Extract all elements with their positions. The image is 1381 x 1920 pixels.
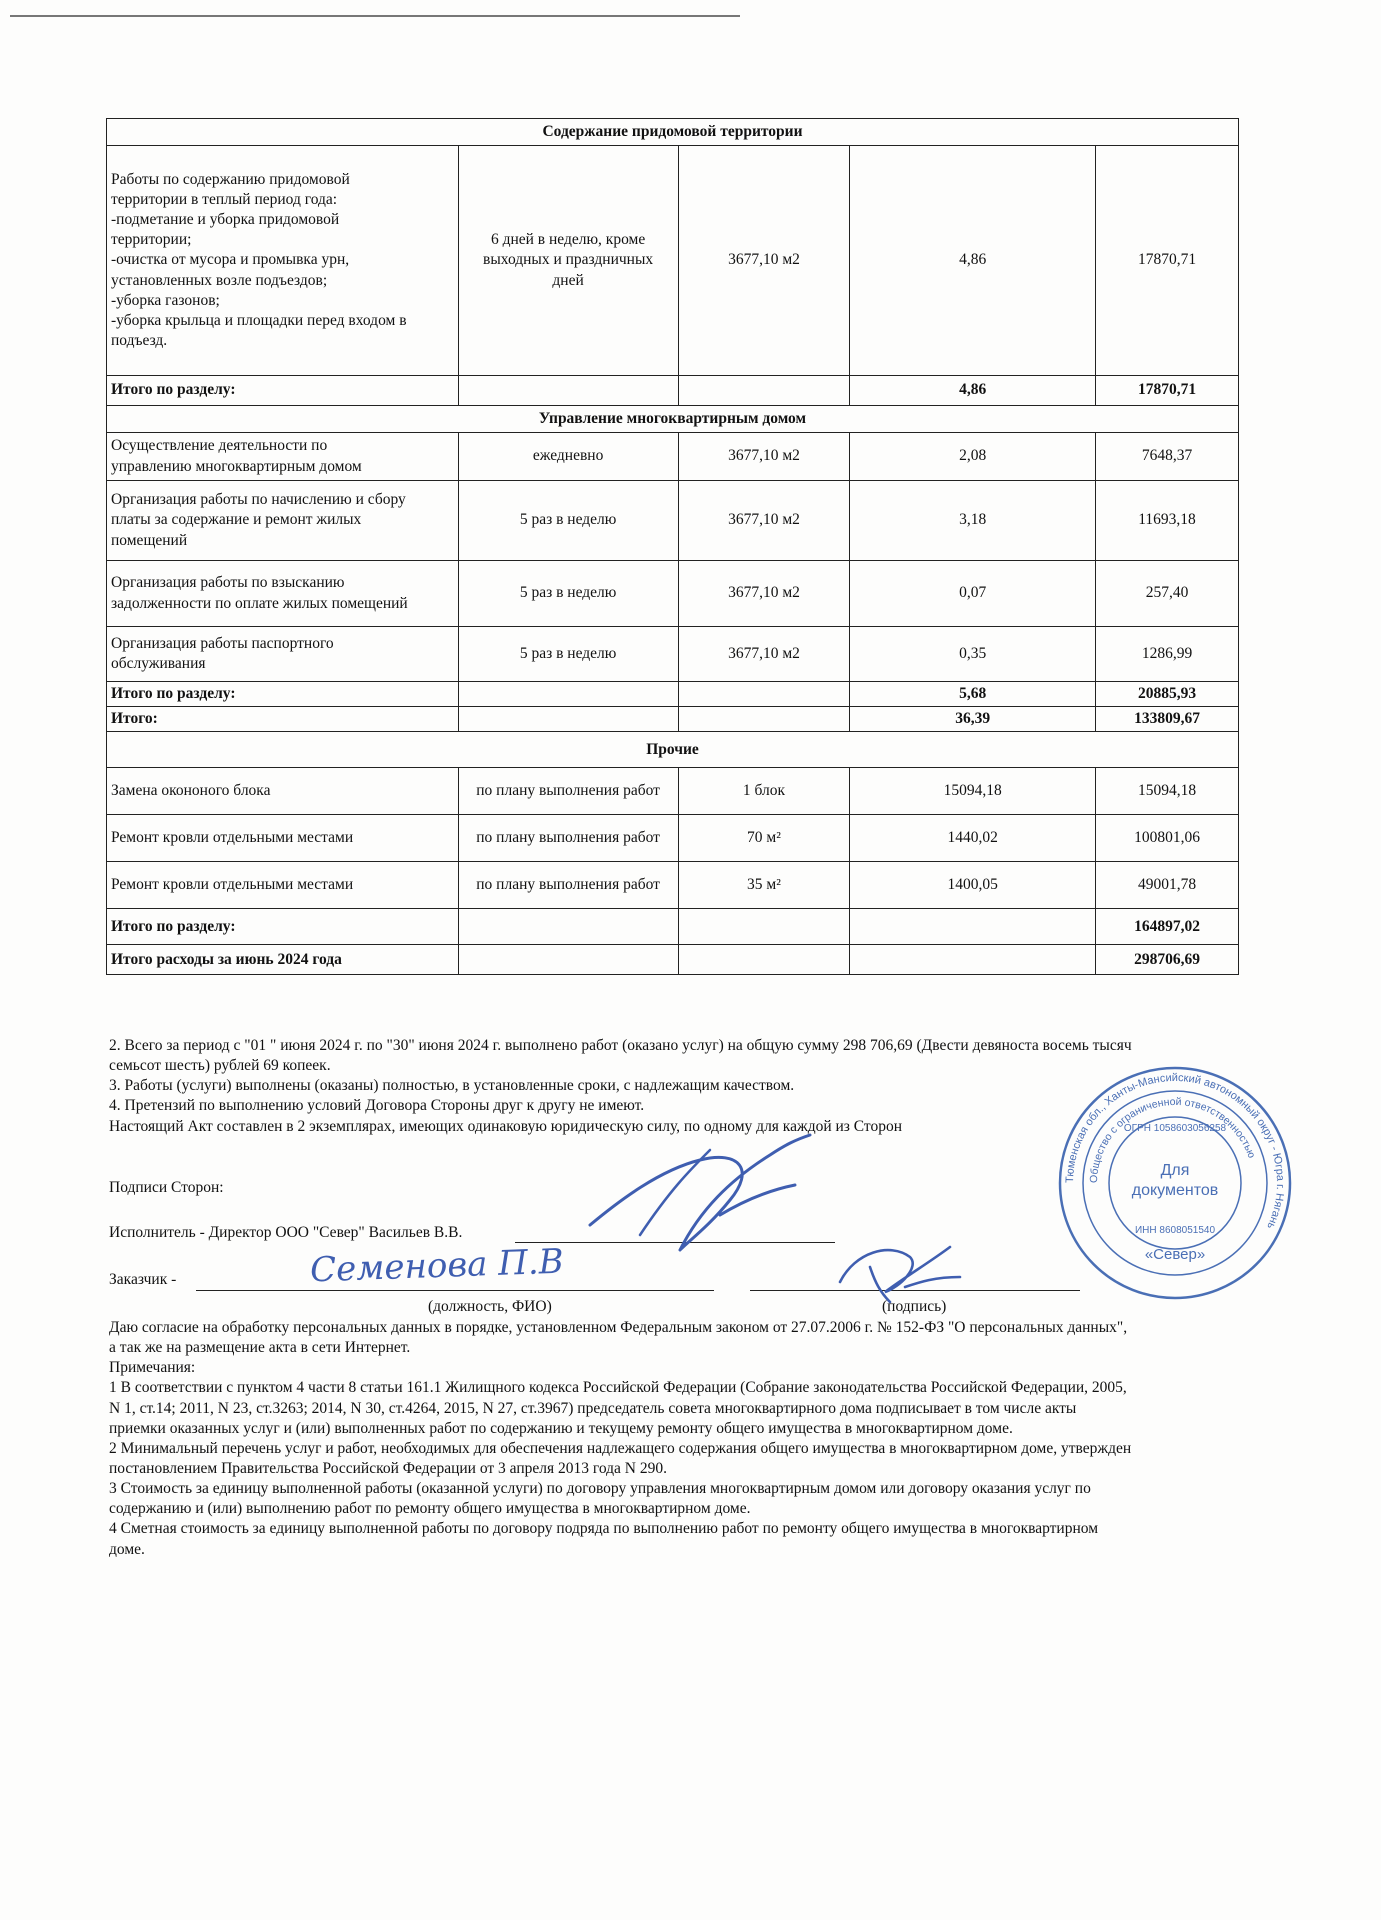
stamp-inner-text: Общество с ограниченной ответственностью bbox=[1087, 1095, 1258, 1184]
price-cell: 3,18 bbox=[850, 481, 1096, 561]
work-name-line: задолженности по оплате жилых помещений bbox=[111, 594, 408, 612]
note-1-line-2: N 1, ст.14; 2011, N 23, ст.3263; 2014, N 30, ст.4264, 2015, N 27, ст.3967) председатель совета многоквартирного дома подписывает в том числе акты bbox=[109, 1399, 1077, 1417]
work-name-cell: Ремонт кровли отдельными местами bbox=[107, 815, 459, 862]
subtotal-label: Итого по разделу: bbox=[107, 909, 459, 945]
table-row bbox=[107, 433, 1239, 481]
work-name-cell bbox=[107, 561, 459, 627]
quantity-cell: 70 м² bbox=[678, 815, 850, 862]
empty-cell bbox=[678, 707, 850, 732]
work-name-line: обслуживания bbox=[111, 655, 206, 672]
section-header-row bbox=[107, 119, 1239, 146]
sum-cell: 17870,71 bbox=[1096, 146, 1239, 376]
subtotal-row bbox=[107, 909, 1239, 945]
paragraph-4: 4. Претензий по выполнению условий Договора Стороны друг к другу не имеют. bbox=[109, 1097, 645, 1115]
quantity-cell: 1 блок bbox=[678, 768, 850, 815]
subtotal-sum: 17870,71 bbox=[1096, 376, 1239, 406]
frequency-cell: по плану выполнения работ bbox=[458, 862, 678, 909]
empty-cell bbox=[678, 376, 850, 406]
handwritten-customer-name: Семенова П.В bbox=[309, 1241, 565, 1291]
subtotal-label: Итого по разделу: bbox=[107, 682, 459, 707]
table-row bbox=[107, 146, 1239, 376]
stamp-ring-text: Тюменская обл., Ханты-Мансийский автономный округ - Югра г. Нягань bbox=[1063, 1071, 1287, 1231]
frequency-cell: по плану выполнения работ bbox=[458, 815, 678, 862]
price-cell: 1400,05 bbox=[850, 862, 1096, 909]
work-name-cell bbox=[107, 627, 459, 682]
section-header-row bbox=[107, 406, 1239, 433]
sum-cell: 49001,78 bbox=[1096, 862, 1239, 909]
subtotal-row bbox=[107, 376, 1239, 406]
empty-cell bbox=[678, 945, 850, 975]
executor-signature bbox=[580, 1130, 840, 1270]
sum-cell: 257,40 bbox=[1096, 561, 1239, 627]
price-cell: 1440,02 bbox=[850, 815, 1096, 862]
sum-cell: 15094,18 bbox=[1096, 768, 1239, 815]
work-name-cell bbox=[107, 481, 459, 561]
work-name-line: Организация работы по взысканию bbox=[111, 574, 345, 592]
company-stamp bbox=[1055, 1063, 1295, 1303]
work-name-line: подъезд. bbox=[111, 331, 168, 349]
table-row bbox=[107, 481, 1239, 561]
work-name-line: Работы по содержанию придомовой bbox=[111, 170, 350, 188]
frequency-line: 6 дней в неделю, кроме bbox=[490, 231, 646, 249]
section-title: Содержание придомовой территории bbox=[107, 119, 1239, 146]
quantity-cell: 35 м² bbox=[678, 862, 850, 909]
work-name-cell bbox=[107, 433, 459, 481]
total-row bbox=[107, 707, 1239, 732]
top-edge-line bbox=[10, 15, 740, 17]
paragraph-2-line-2: семьсот шесть) рублей 69 копеек. bbox=[109, 1057, 331, 1075]
grand-total-row bbox=[107, 945, 1239, 975]
sum-cell: 7648,37 bbox=[1096, 433, 1239, 481]
quantity-cell: 3677,10 м2 bbox=[678, 146, 850, 376]
consent-line-2: а так же на размещение акта в сети Интернет. bbox=[109, 1339, 411, 1357]
customer-label: Заказчик - bbox=[109, 1271, 177, 1288]
frequency-cell: 5 раз в неделю bbox=[458, 481, 678, 561]
quantity-cell: 3677,10 м2 bbox=[678, 433, 850, 481]
table-row bbox=[107, 815, 1239, 862]
section-title: Прочие bbox=[107, 732, 1239, 768]
empty-cell bbox=[458, 707, 678, 732]
executor-label: Исполнитель - Директор ООО "Север" Васильев В.В. bbox=[109, 1224, 463, 1241]
quantity-cell: 3677,10 м2 bbox=[678, 561, 850, 627]
work-name-line: установленных возле подъездов; bbox=[111, 271, 328, 289]
sum-cell: 11693,18 bbox=[1096, 481, 1239, 561]
table-row bbox=[107, 768, 1239, 815]
section-title: Управление многоквартирным домом bbox=[107, 406, 1239, 433]
table-row bbox=[107, 862, 1239, 909]
grand-total-label: Итого расходы за июнь 2024 года bbox=[107, 945, 459, 975]
empty-cell bbox=[850, 945, 1096, 975]
subtotal-sum: 164897,02 bbox=[1096, 909, 1239, 945]
note-2-line-2: постановлением Правительства Российской Федерации от 3 апреля 2013 года N 290. bbox=[109, 1459, 667, 1477]
grand-total-sum: 298706,69 bbox=[1096, 945, 1239, 975]
subtotal-row bbox=[107, 682, 1239, 707]
note-1-line-1: 1 В соответствии с пунктом 4 части 8 статьи 161.1 Жилищного кодекса Российской Федерации (Собрание законодательства Российской Федерации, 2005, bbox=[109, 1379, 1127, 1397]
notes-title: Примечания: bbox=[109, 1359, 196, 1377]
work-name-line: управлению многоквартирным домом bbox=[111, 457, 362, 475]
empty-cell bbox=[850, 909, 1096, 945]
total-sum: 133809,67 bbox=[1096, 707, 1239, 732]
total-label: Итого: bbox=[107, 707, 459, 732]
subtotal-price: 5,68 bbox=[850, 682, 1096, 707]
note-3-line-2: содержанию и (или) выполнению работ по ремонту общего имущества в многоквартирном доме. bbox=[109, 1500, 751, 1518]
total-price: 36,39 bbox=[850, 707, 1096, 732]
frequency-line: дней bbox=[552, 271, 584, 289]
paragraph-3: 3. Работы (услуги) выполнены (оказаны) полностью, в установленные сроки, с надлежащим качеством. bbox=[109, 1077, 795, 1095]
signatures-title: Подписи Сторон: bbox=[109, 1179, 224, 1196]
price-cell: 0,35 bbox=[850, 627, 1096, 682]
customer-position-line bbox=[196, 1290, 714, 1291]
act-table bbox=[106, 118, 1239, 975]
stamp-for-docs-2: документов bbox=[1131, 1182, 1219, 1199]
work-name-line: -очистка от мусора и промывка урн, bbox=[111, 251, 350, 269]
frequency-cell bbox=[458, 146, 678, 376]
table-row bbox=[107, 561, 1239, 627]
work-name-line: -уборка газонов; bbox=[111, 291, 220, 309]
price-cell: 4,86 bbox=[850, 146, 1096, 376]
note-3-line-1: 3 Стоимость за единицу выполненной работы (оказанной услуги) по договору управления многоквартирным домом или договору оказания услуг по bbox=[109, 1480, 1091, 1498]
price-cell: 15094,18 bbox=[850, 768, 1096, 815]
sum-cell: 100801,06 bbox=[1096, 815, 1239, 862]
section-header-row bbox=[107, 732, 1239, 768]
note-2-line-1: 2 Минимальный перечень услуг и работ, необходимых для обеспечения надлежащего содержания общего имущества в многоквартирном доме, утвержден bbox=[109, 1439, 1132, 1457]
empty-cell bbox=[678, 909, 850, 945]
work-name-line: территории в теплый период года: bbox=[111, 191, 338, 208]
table-row bbox=[107, 627, 1239, 682]
note-4-line-2: доме. bbox=[109, 1540, 145, 1558]
customer-signature bbox=[830, 1232, 970, 1312]
frequency-cell: ежедневно bbox=[458, 433, 678, 481]
position-caption: (должность, ФИО) bbox=[428, 1298, 552, 1315]
subtotal-price: 4,86 bbox=[850, 376, 1096, 406]
paragraph-5: Настоящий Акт составлен в 2 экземплярах, имеющих одинаковую юридическую силу, по одному для каждой из Сторон bbox=[109, 1117, 903, 1135]
work-name-line: -подметание и уборка придомовой bbox=[111, 211, 340, 229]
work-name-line: Осуществление деятельности по bbox=[111, 437, 328, 455]
stamp-org: «Север» bbox=[1144, 1246, 1206, 1263]
work-name-line: Организация работы паспортного bbox=[111, 634, 334, 652]
empty-cell bbox=[458, 682, 678, 707]
empty-cell bbox=[678, 682, 850, 707]
frequency-line: выходных и праздничных bbox=[483, 251, 654, 269]
stamp-ogrn: ОГРН 1058603056258 bbox=[1123, 1123, 1227, 1134]
empty-cell bbox=[458, 945, 678, 975]
signature-caption: (подпись) bbox=[882, 1298, 947, 1315]
work-name-line: территории; bbox=[111, 231, 192, 249]
work-name-line: помещений bbox=[111, 531, 188, 549]
subtotal-label: Итого по разделу: bbox=[107, 376, 459, 406]
quantity-cell: 3677,10 м2 bbox=[678, 627, 850, 682]
stamp-for-docs-1: Для bbox=[1160, 1162, 1190, 1179]
work-name-line: Организация работы по начислению и сбору bbox=[111, 491, 406, 509]
work-name-line: платы за содержание и ремонт жилых bbox=[111, 511, 362, 529]
price-cell: 0,07 bbox=[850, 561, 1096, 627]
stamp-inn: ИНН 8608051540 bbox=[1134, 1225, 1216, 1236]
work-name-cell: Замена окононого блока bbox=[107, 768, 459, 815]
subtotal-sum: 20885,93 bbox=[1096, 682, 1239, 707]
empty-cell bbox=[458, 376, 678, 406]
frequency-cell: по плану выполнения работ bbox=[458, 768, 678, 815]
frequency-cell: 5 раз в неделю bbox=[458, 627, 678, 682]
note-4-line-1: 4 Сметная стоимость за единицу выполненной работы по договору подряда по выполнению работ по ремонту общего имущества в многоквартирном bbox=[109, 1520, 1099, 1538]
quantity-cell: 3677,10 м2 bbox=[678, 481, 850, 561]
work-name-line: -уборка крыльца и площадки перед входом в bbox=[111, 311, 407, 329]
notes-block bbox=[109, 1318, 1289, 1560]
note-1-line-3: приемки оказанных услуг и (или) выполненных работ по содержанию и текущему ремонту общего имущества в многоквартирном доме. bbox=[109, 1419, 1013, 1437]
sum-cell: 1286,99 bbox=[1096, 627, 1239, 682]
paragraph-2-line-1: 2. Всего за период с "01 " июня 2024 г. по "30" июня 2024 г. выполнено работ (оказано услуг) на общую сумму 298 706,69 (Двести девяноста восемь тысяч bbox=[109, 1037, 1132, 1054]
work-name-cell bbox=[107, 146, 459, 376]
consent-line-1: Даю согласие на обработку персональных данных в порядке, установленном Федеральным законом от 27.07.2006 г. № 152-ФЗ "О персональных данных", bbox=[109, 1319, 1128, 1336]
price-cell: 2,08 bbox=[850, 433, 1096, 481]
empty-cell bbox=[458, 909, 678, 945]
work-name-cell: Ремонт кровли отдельными местами bbox=[107, 862, 459, 909]
frequency-cell: 5 раз в неделю bbox=[458, 561, 678, 627]
